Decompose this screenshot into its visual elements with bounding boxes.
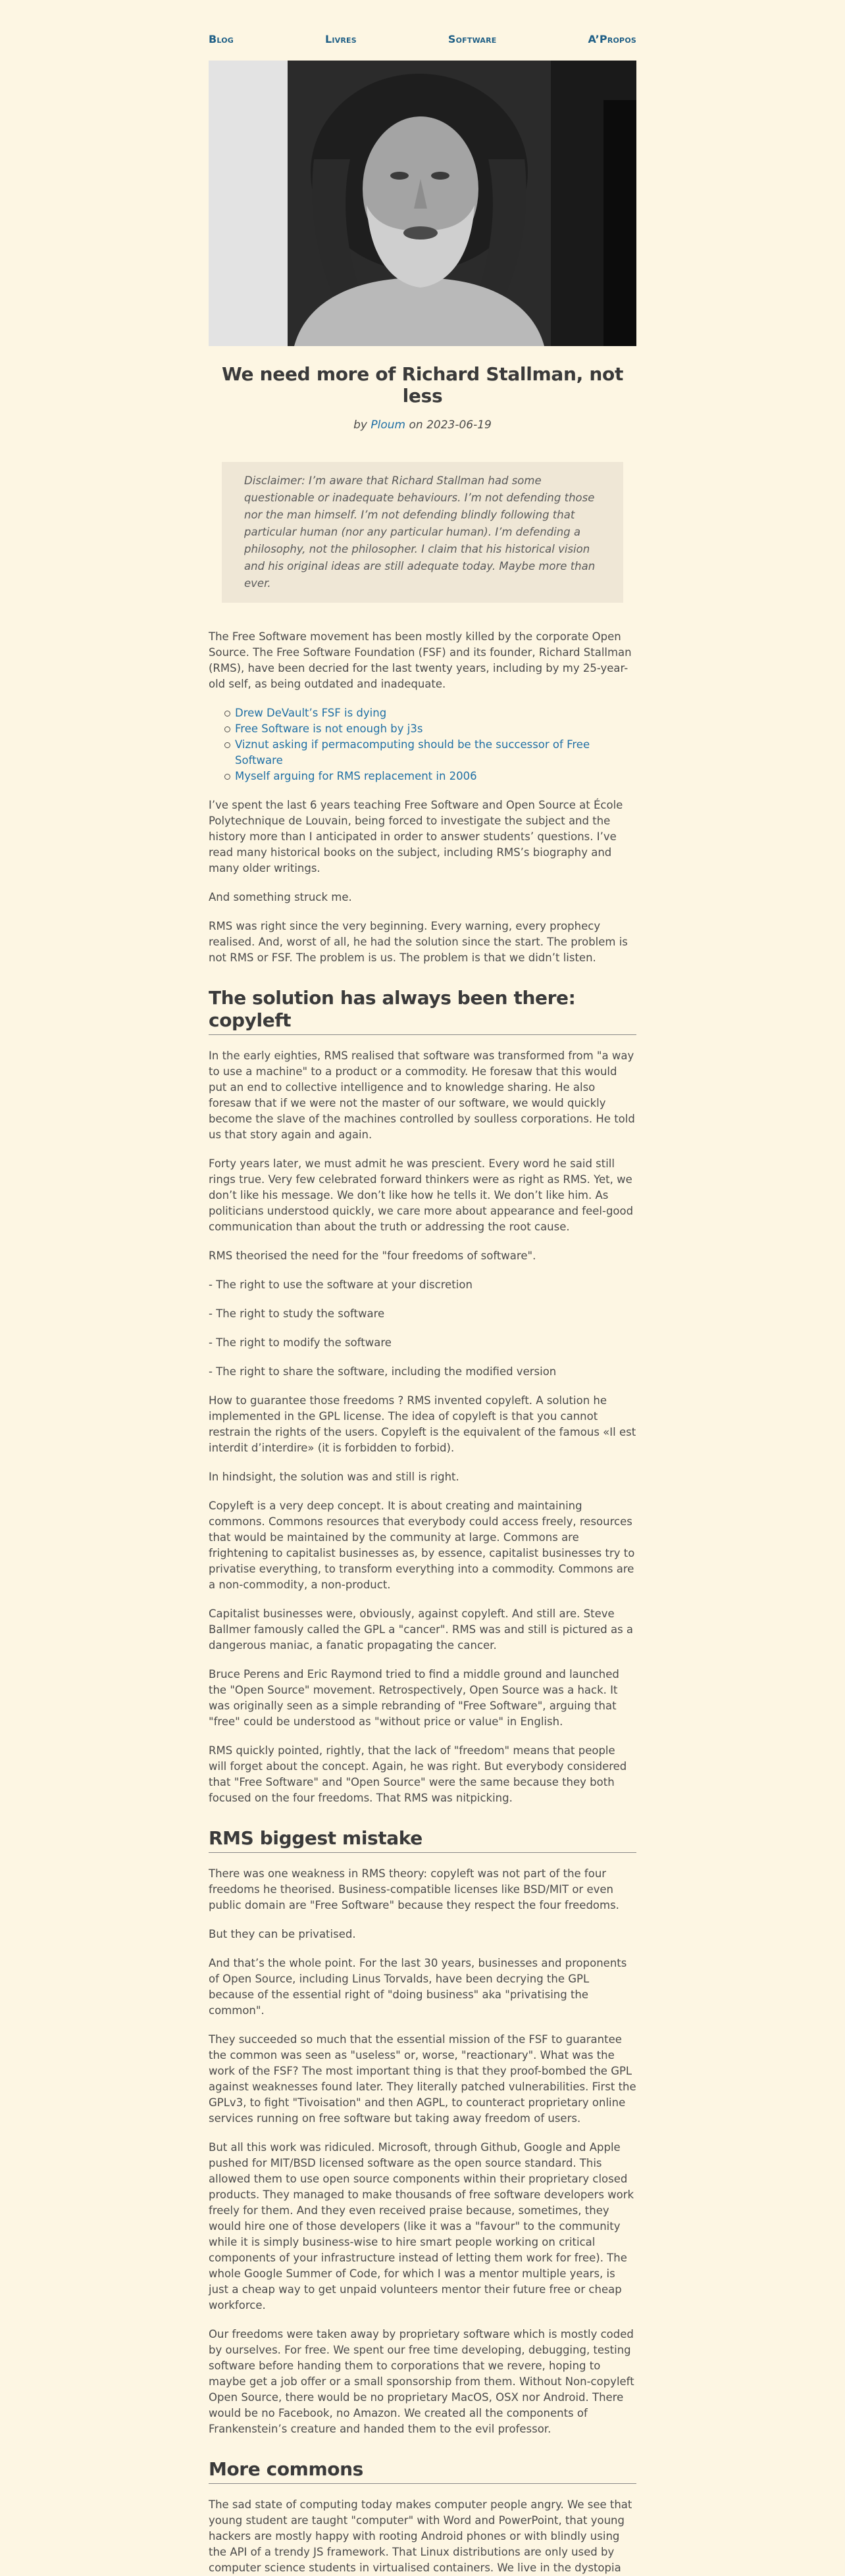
byline-prefix: by: [353, 418, 371, 432]
article-title: We need more of Richard Stallman, not less: [221, 363, 624, 407]
byline: [209, 418, 636, 432]
link-viznut[interactable]: Viznut asking if permacomputing should be the successor of Free Software: [235, 738, 590, 767]
section-heading-mistake: RMS biggest mistake: [209, 1827, 636, 1853]
paragraph: Capitalist businesses were, obviously, against copyleft. And still are. Steve Ballmer famously called the GPL a "cancer". RMS was and still is pictured as a dangerous maniac, a fanatic propagating the cancer.: [209, 1607, 634, 1652]
nav-livres-link[interactable]: Livres: [324, 33, 357, 45]
paragraph: The sad state of computing today makes computer people angry. We see that young student are taught "computer" with Word and PowerPoint, that young hackers are mostly happy with rooting Android phones or with blindly using the API of a trendy JS framework. That Linux distributions are only used by computer science students in virtualised containers. We live in the dystopia: [209, 2498, 632, 2574]
page: [209, 0, 636, 2576]
byline-date: on 2023-06-19: [405, 418, 492, 432]
paragraph: But they can be privatised.: [209, 1928, 356, 1940]
paragraph: But all this work was ridiculed. Microsoft, through Github, Google and Apple pushed for MIT/BSD licensed software as the open source standard. This allowed them to use open source components within their proprietary closed products. They managed to make thousands of free software developers work freely for them. And they even received praise because, sometimes, they would hire one of those developers (like it was a "favour" to the community while it is simply business-wise to hire smart people working on critical components of your infrastructure instead of letting them work for free). The whole Google Summer of Code, for which I was a mentor multiple years, is just a cheap way to get unpaid volunteers mentor their future free or cheap workforce.: [209, 2141, 634, 2311]
reference-links-list: [209, 705, 636, 784]
list-item: [235, 721, 636, 737]
paragraph: Bruce Perens and Eric Raymond tried to find a middle ground and launched the "Open Source" movement. Retrospectively, Open Source was a hack. It was originally seen as a simple rebranding of "Free Software", arguing that "free" could be understood as "without price or value" in English.: [209, 1668, 619, 1728]
paragraph: Our freedoms were taken away by proprietary software which is mostly coded by ourselves. For free. We spent our free time developing, debugging, testing software before handing them to corporations that we revere, hoping to maybe get a job offer or a small sponsorship from them. Without Non-copyleft Open Source, there would be no proprietary MacOS, OSX nor Android. There would be no Facebook, no Amazon. We created all the components of Frankenstein’s creature and handed them to the evil professor.: [209, 2328, 634, 2435]
nav-apropos-link[interactable]: A’Propos: [588, 33, 636, 45]
link-rms-replacement[interactable]: Myself arguing for RMS replacement in 2006: [235, 770, 477, 782]
list-item: [235, 705, 636, 721]
nav-blog-link[interactable]: Blog: [209, 33, 234, 45]
paragraph: Forty years later, we must admit he was prescient. Every word he said still rings true. Very few celebrated forward thinkers were as right as RMS. Yet, we don’t like his message. We don’t like how he tells it. We don’t like him. As politicians understood quickly, we care more about appearance and feel-good communication than about the truth or addressing the root cause.: [209, 1157, 634, 1233]
paragraph: There was one weakness in RMS theory: copyleft was not part of the four freedoms he theorised. Business-compatible licenses like BSD/MIT or even public domain are "Free Software" because they respect the four freedoms.: [209, 1867, 619, 1911]
nav-software-link[interactable]: Software: [448, 33, 497, 45]
link-j3s[interactable]: Free Software is not enough by j3s: [235, 722, 423, 735]
paragraph: And something struck me.: [209, 891, 352, 903]
article-body: [209, 629, 636, 2576]
paragraph: They succeeded so much that the essential mission of the FSF to guarantee the common was seen as "useless" or, worse, "reactionary". What was the work of the FSF? The most important thing is that they proof-bombed the GPL against weaknesses found later. They literally patched vulnerabilities. First the GPLv3, to fight "Tivoisation" and then AGPL, to counteract proprietary online services running on free software but taking away freedom of users.: [209, 2033, 636, 2125]
freedom-item: - The right to use the software at your discretion: [209, 1278, 473, 1291]
top-nav: [209, 0, 636, 49]
author-link[interactable]: Ploum: [371, 418, 406, 432]
freedom-item: - The right to study the software: [209, 1307, 385, 1320]
freedom-item: - The right to modify the software: [209, 1336, 392, 1349]
paragraph: How to guarantee those freedoms ? RMS invented copyleft. A solution he implemented in the GPL license. The idea of copyleft is that you cannot restrain the rights of the users. Copyleft is the equivalent of the famous «Il est interdit d’interdire» (it is forbidden to forbid).: [209, 1394, 636, 1454]
paragraph: I’ve spent the last 6 years teaching Free Software and Open Source at École Polytechnique de Louvain, being forced to investigate the subject and the history more than I anticipated in order to answer students’ questions. I’ve read many historical books on the subject, including RMS’s biography and many older writings.: [209, 799, 623, 874]
intro-paragraph: The Free Software movement has been mostly killed by the corporate Open Source. The Free Software Foundation (FSF) and its founder, Richard Stallman (RMS), have been decried for the last twenty years, including by my 25-year-old self, as being outdated and inadequate.: [209, 630, 632, 690]
link-drew-devault[interactable]: Drew DeVault’s FSF is dying: [235, 707, 387, 719]
paragraph: And that’s the whole point. For the last 30 years, businesses and proponents of Open Source, including Linus Torvalds, have been decrying the GPL because of the essential right of "doing business" aka "privatising the common".: [209, 1957, 627, 2017]
section-heading-copyleft: The solution has always been there: copyleft: [209, 987, 636, 1035]
section-heading-commons: More commons: [209, 2458, 636, 2484]
paragraph: Copyleft is a very deep concept. It is about creating and maintaining commons. Commons resources that everybody could access freely, resources that would be maintained by the community at large. Commons are frightening to capitalist businesses as, by essence, capitalist businesses try to privatise everything, to transform everything into a commodity. Commons are a non-commodity, a non-product.: [209, 1500, 635, 1591]
freedom-item: - The right to share the software, including the modified version: [209, 1365, 557, 1378]
portrait-illustration: [209, 61, 636, 346]
disclaimer-box: Disclaimer: I’m aware that Richard Stallman had some questionable or inadequate behaviours. I’m not defending those nor the man himself. I’m not defending blindly following that particular human (nor any particular human). I’m defending a philosophy, not the philosopher. I claim that his historical vision and his original ideas are still adequate today. Maybe more than ever.: [222, 462, 623, 603]
list-item: [235, 737, 636, 769]
paragraph: In the early eighties, RMS realised that software was transformed from "a way to use a machine" to a product or a commodity. He foresaw that this would put an end to collective intelligence and to knowledge sharing. He also foresaw that if we were not the master of our software, we would quickly become the slave of the machines controlled by soulless corporations. He told us that story again and again.: [209, 1049, 635, 1141]
paragraph: RMS theorised the need for the "four freedoms of software".: [209, 1250, 536, 1262]
hero-photo: [209, 61, 636, 346]
list-item: [235, 769, 636, 784]
paragraph: In hindsight, the solution was and still is right.: [209, 1471, 459, 1483]
paragraph: RMS was right since the very beginning. Every warning, every prophecy realised. And, worst of all, he had the solution since the start. The problem is not RMS or FSF. The problem is us. The problem is that we didn’t listen.: [209, 920, 628, 964]
paragraph: RMS quickly pointed, rightly, that the lack of "freedom" means that people will forget about the concept. Again, he was right. But everybody considered that "Free Software" and "Open Source" were the same because they both focused on the four freedoms. That RMS was nitpicking.: [209, 1744, 627, 1804]
